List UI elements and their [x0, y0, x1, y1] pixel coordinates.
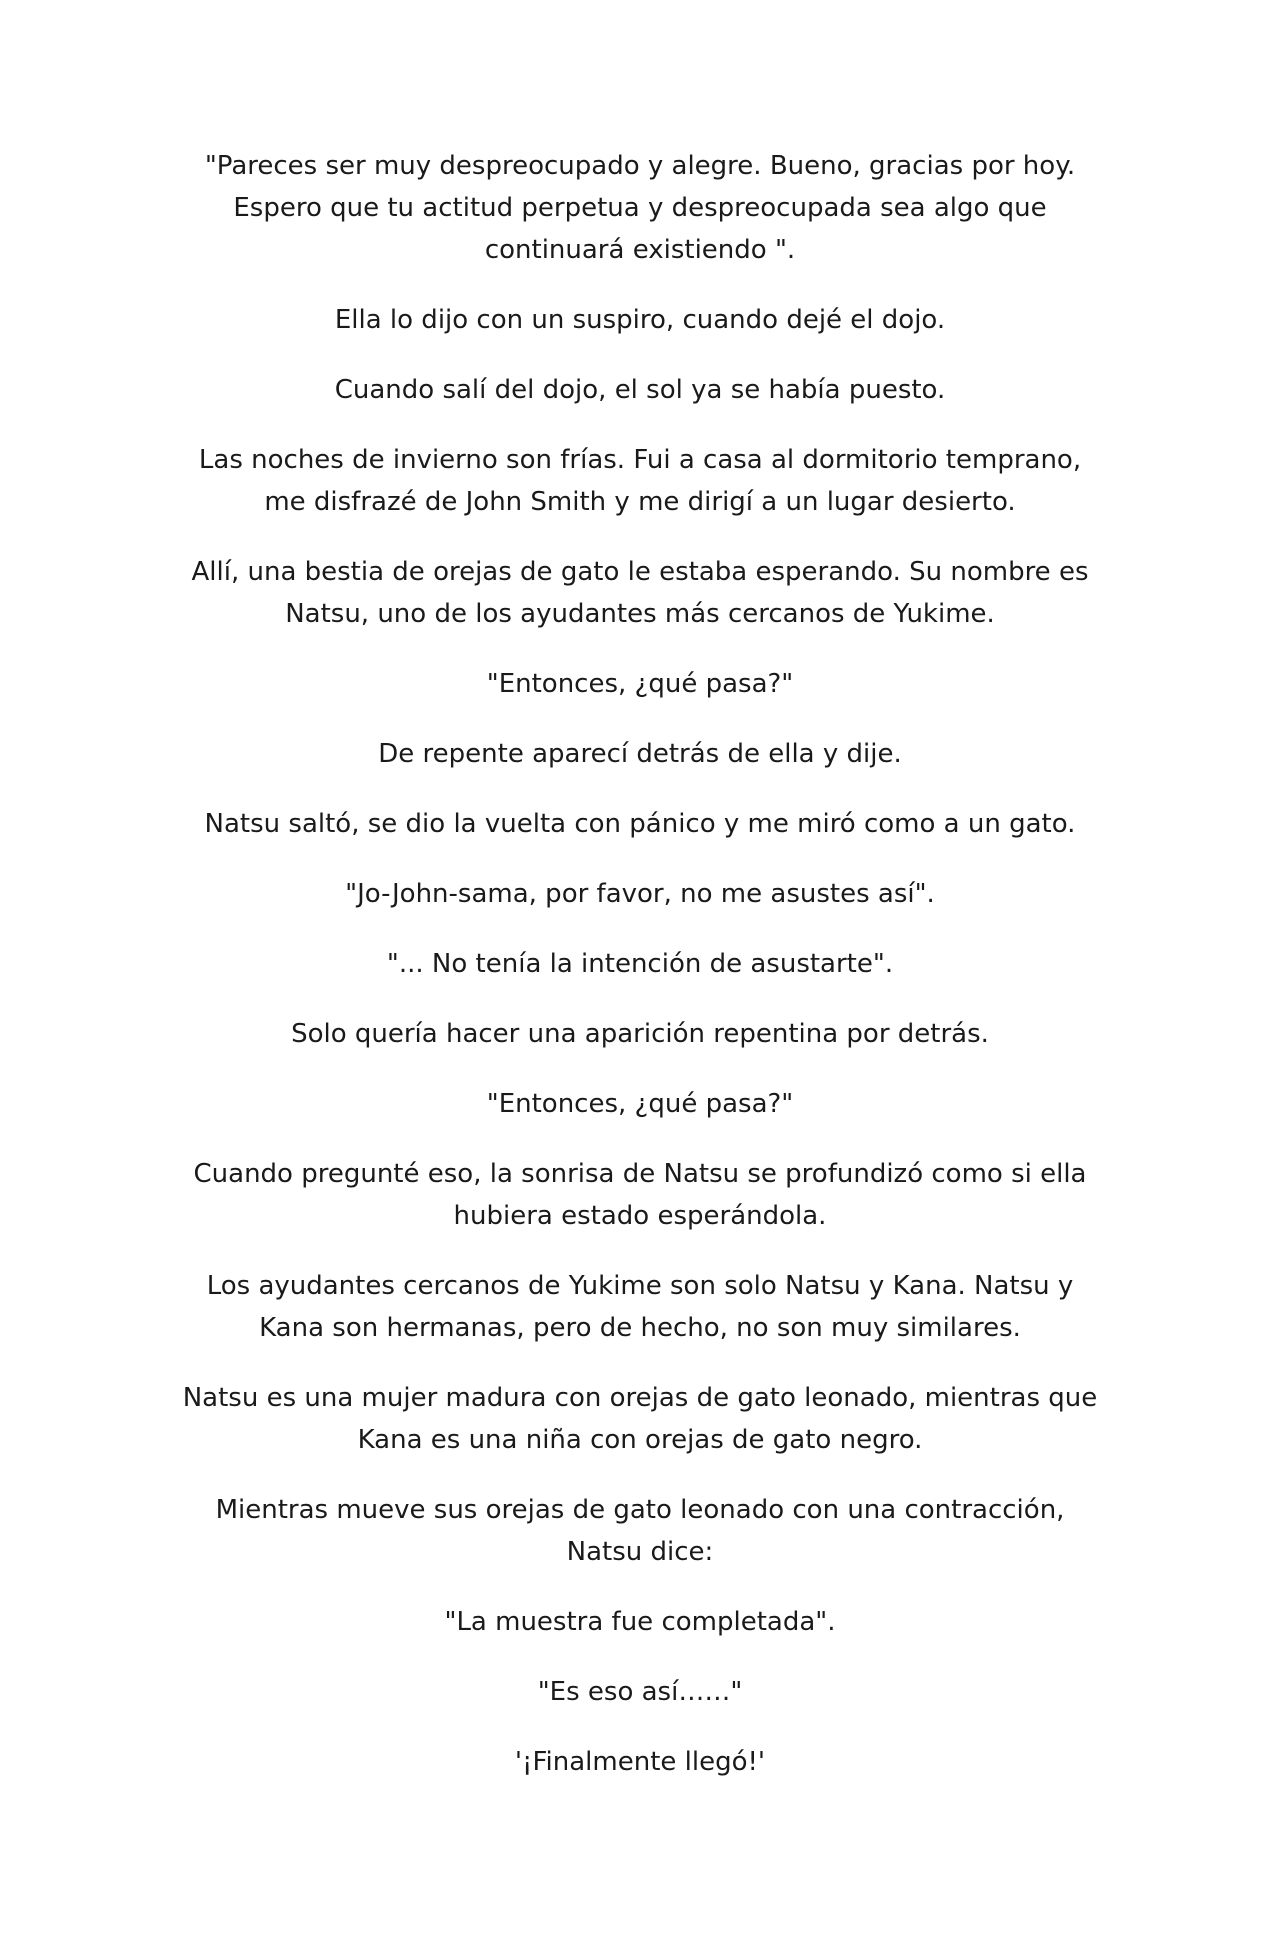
- paragraph: '¡Finalmente llegó!': [514, 1747, 766, 1777]
- paragraph: "Es eso así……": [537, 1677, 743, 1707]
- paragraph: Ella lo dijo con un suspiro, cuando dejé el dojo.: [334, 305, 946, 335]
- paragraph: "Jo-John-sama, por favor, no me asustes así".: [345, 879, 935, 909]
- paragraph: "... No tenía la intención de asustarte".: [386, 949, 894, 979]
- paragraph: Cuando salí del dojo, el sol ya se había puesto.: [334, 375, 946, 405]
- paragraph: "La muestra fue completada".: [444, 1607, 836, 1637]
- paragraph: Natsu saltó, se dio la vuelta con pánico y me miró como a un gato.: [204, 809, 1076, 839]
- paragraph: Los ayudantes cercanos de Yukime son solo Natsu y Kana. Natsu y Kana son hermanas, pero de hecho, no son muy similares.: [206, 1271, 1074, 1343]
- paragraph: Allí, una bestia de orejas de gato le estaba esperando. Su nombre es Natsu, uno de los ayudantes más cercanos de Yukime.: [191, 557, 1089, 629]
- paragraph: "Pareces ser muy despreocupado y alegre. Bueno, gracias por hoy. Espero que tu actitud perpetua y despreocupada sea algo que continuará existiendo ".: [204, 151, 1076, 265]
- paragraph: Mientras mueve sus orejas de gato leonado con una contracción, Natsu dice:: [215, 1495, 1065, 1567]
- paragraph: Solo quería hacer una aparición repentina por detrás.: [291, 1019, 989, 1049]
- paragraph: "Entonces, ¿qué pasa?": [486, 669, 794, 699]
- paragraph: Cuando pregunté eso, la sonrisa de Natsu se profundizó como si ella hubiera estado esperándola.: [193, 1159, 1087, 1231]
- paragraph: "Entonces, ¿qué pasa?": [486, 1089, 794, 1119]
- paragraph: Las noches de invierno son frías. Fui a casa al dormitorio temprano, me disfrazé de John Smith y me dirigí a un lugar desierto.: [198, 445, 1082, 517]
- text-body: [180, 145, 1100, 1811]
- paragraph: Natsu es una mujer madura con orejas de gato leonado, mientras que Kana es una niña con orejas de gato negro.: [182, 1383, 1098, 1455]
- paragraph: De repente aparecí detrás de ella y dije.: [378, 739, 902, 769]
